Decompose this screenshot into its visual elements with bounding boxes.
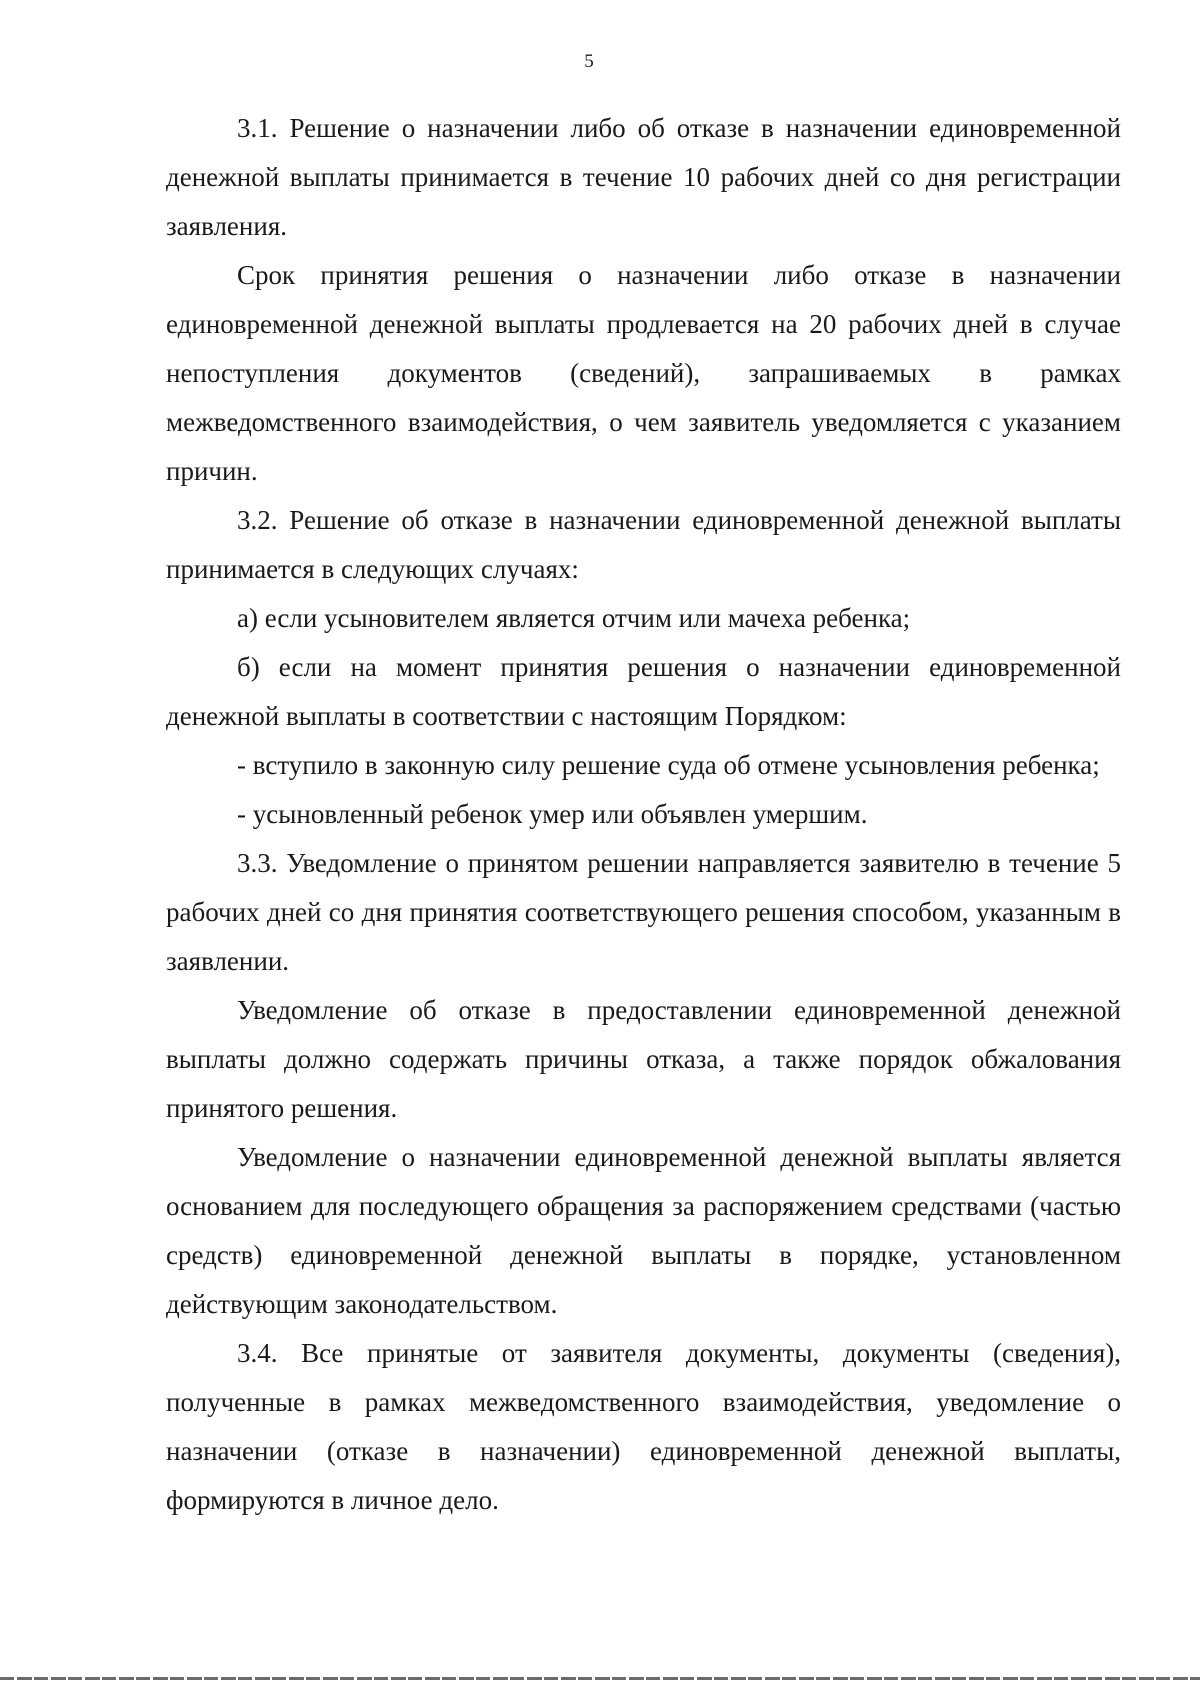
- paragraph-refusal-notice: Уведомление об отказе в предоставлении единовременной денежной выплаты должно содержать причины отказа, а также порядок обжалования принятого решения.: [166, 995, 1121, 1123]
- paragraph-3-4: 3.4. Все принятые от заявителя документы, документы (сведения), полученные в рамках межведомственного взаимодействия, уведомление о назначении (отказе в назначении) единовременной денежной выплаты, формируются в личное дело.: [166, 1338, 1121, 1515]
- scan-bottom-edge: [0, 1677, 1200, 1680]
- document-body: [166, 104, 1121, 1525]
- paragraph-item-b: б) если на момент принятия решения о назначении единовременной денежной выплаты в соответствии с настоящим Порядком:: [166, 652, 1121, 731]
- paragraph-dash-child-deceased: - усыновленный ребенок умер или объявлен умершим.: [237, 799, 868, 829]
- paragraph-assignment-notice: Уведомление о назначении единовременной денежной выплаты является основанием для последующего обращения за распоряжением средствами (частью средств) единовременной денежной выплаты в порядке, установленном действующим законодательством.: [166, 1142, 1121, 1319]
- page-number: 5: [584, 51, 594, 72]
- paragraph-item-a: а) если усыновителем является отчим или мачеха ребенка;: [237, 603, 911, 633]
- paragraph-deadline-extension: Срок принятия решения о назначении либо отказе в назначении единовременной денежной выплаты продлевается на 20 рабочих дней в случае непоступления документов (сведений), запрашиваемых в рамках межведомственного взаимодействия, о чем заявитель уведомляется с указанием причин.: [166, 260, 1121, 486]
- paragraph-3-2: 3.2. Решение об отказе в назначении единовременной денежной выплаты принимается в следующих случаях:: [166, 505, 1121, 584]
- paragraph-3-1: 3.1. Решение о назначении либо об отказе в назначении единовременной денежной выплаты принимается в течение 10 рабочих дней со дня регистрации заявления.: [166, 113, 1121, 241]
- paragraph-3-3: 3.3. Уведомление о принятом решении направляется заявителю в течение 5 рабочих дней со дня принятия соответствующего решения способом, указанным в заявлении.: [166, 848, 1121, 976]
- paragraph-dash-court-decision: - вступило в законную силу решение суда об отмене усыновления ребенка;: [237, 750, 1100, 780]
